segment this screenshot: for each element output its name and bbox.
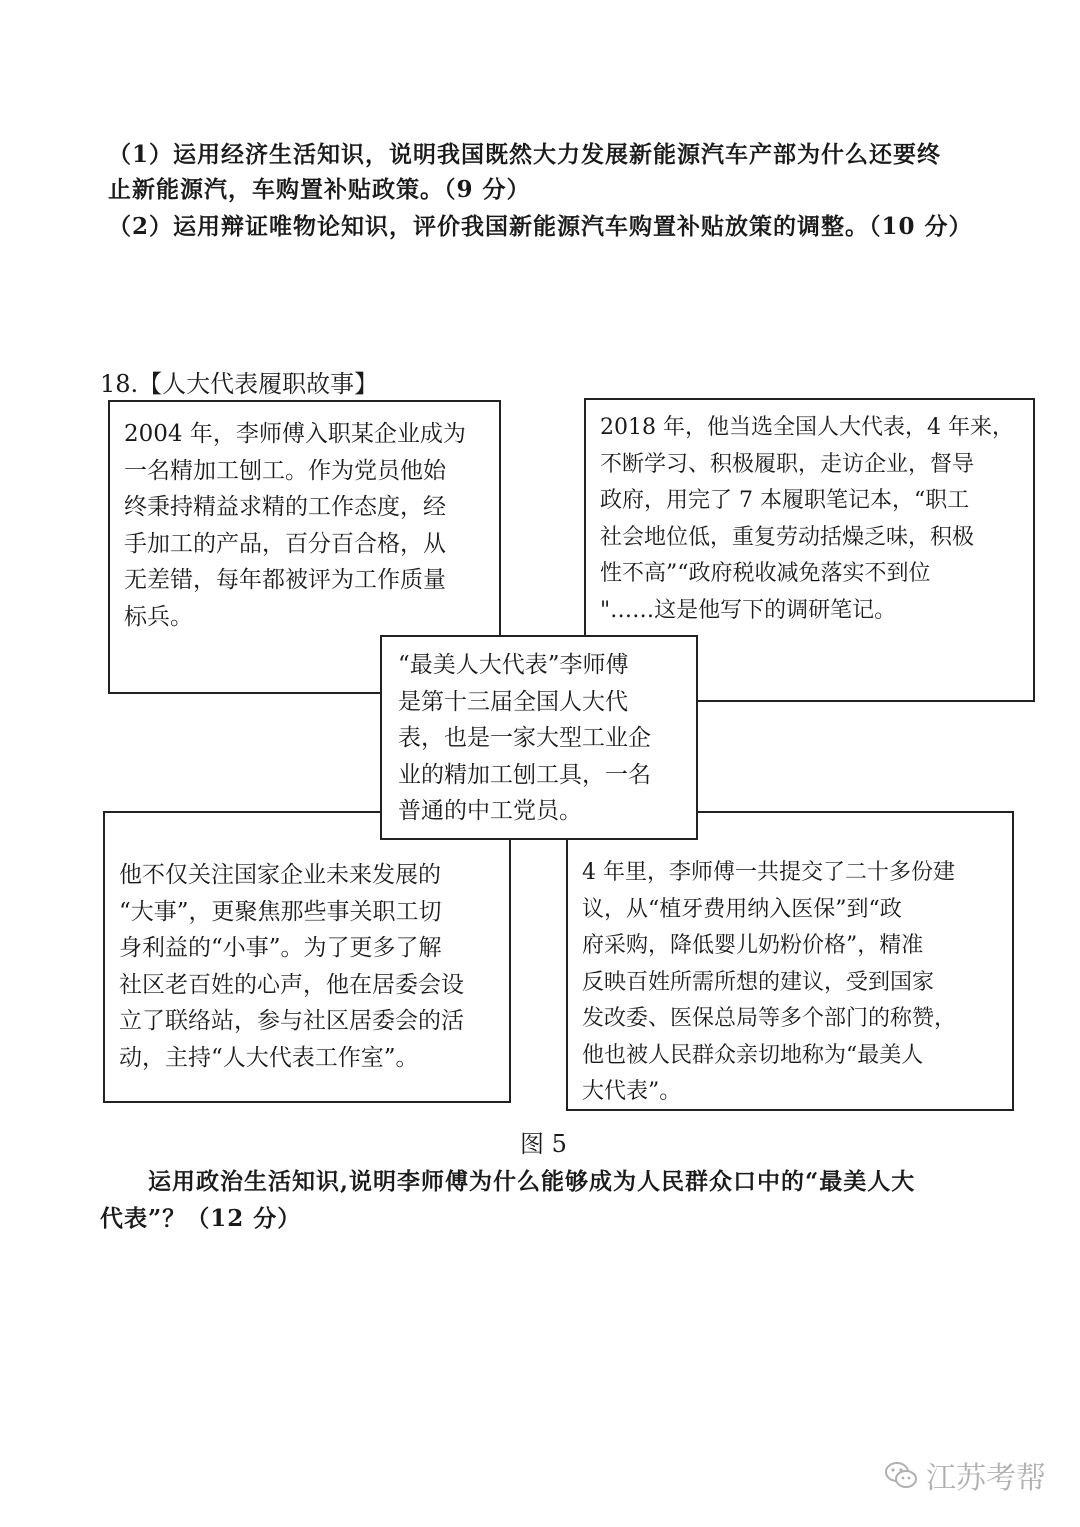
box-line: 社区老百姓的心声，他在居委会设 bbox=[119, 971, 464, 998]
box-line: "……这是他写下的调研笔记。 bbox=[600, 597, 897, 623]
box-line: 大代表”。 bbox=[582, 1079, 682, 1104]
box-line: 2018 年，他当选全国人大代表，4 年来， bbox=[600, 415, 1014, 440]
box-line: 府采购，降低婴儿奶粉价格”，精准 bbox=[582, 933, 924, 958]
story-box-bottom-right bbox=[566, 811, 1014, 1111]
story-box-center bbox=[380, 635, 698, 840]
box-line: 2004 年，李师傅入职某企业成为 bbox=[124, 421, 466, 447]
box-line: 他也被人民群众亲切地称为“最美人 bbox=[582, 1042, 924, 1068]
box-line: “最美人大代表”李师傅 bbox=[398, 652, 629, 678]
box-line: 身利益的“小事”。为了更多了解 bbox=[119, 935, 442, 961]
box-line: 性不高”“政府税收减免落实不到位 bbox=[600, 561, 931, 586]
box-line: 手加工的产品，百分百合格，从 bbox=[124, 530, 446, 557]
story-box-bottom-left bbox=[103, 811, 511, 1103]
box-line: 标兵。 bbox=[124, 603, 193, 630]
box-line: 社会地位低，重复劳动括燥乏味，积极 bbox=[600, 524, 975, 550]
box-line: 他不仅关注国家企业未来发展的 bbox=[119, 862, 441, 888]
wechat-icon bbox=[884, 1460, 918, 1490]
box-line: 不断学习、积极履职，走访企业，督导 bbox=[600, 451, 975, 477]
watermark bbox=[884, 1453, 1046, 1497]
box-line: 业的精加工刨工具，一名 bbox=[398, 761, 651, 788]
q17-2: （2）运用辩证唯物论知识，评价我国新能源汽车购置补贴放策的调整。（10 分） bbox=[108, 213, 973, 240]
box-line: 一名精加工刨工。作为党员他始 bbox=[124, 457, 446, 484]
box-line: 4 年里，李师傅一共提交了二十多份建 bbox=[582, 860, 955, 885]
box-line: 动，主持“人大代表工作室”。 bbox=[119, 1044, 419, 1071]
box-line: 议，从“植牙费用纳入医保”到“政 bbox=[582, 896, 902, 922]
box-line: 无差错，每年都被评为工作质量 bbox=[124, 567, 446, 593]
q18-heading: 18.【人大代表履职故事】 bbox=[100, 370, 379, 398]
box-line: 发改委、医保总局等多个部门的称赞， bbox=[582, 1006, 957, 1031]
box-line: 立了联络站，参与社区居委会的活 bbox=[119, 1008, 464, 1034]
q17-1-line-2: 止新能源汽，车购置补贴政策。（9 分） bbox=[108, 176, 531, 203]
q18-question-line-1: 运用政治生活知识,说明李师傅为什么能够成为人民群众口中的“最美人大 bbox=[148, 1168, 916, 1195]
q18-question-line-2: 代表”？（12 分） bbox=[100, 1205, 302, 1232]
box-line: 政府，用完了 7 本履职笔记本，“职工 bbox=[600, 488, 970, 513]
figure-caption: 图 5 bbox=[520, 1130, 567, 1158]
box-line: “大事”，更聚焦那些事关职工切 bbox=[119, 898, 442, 925]
q17-1-line-1: （1）运用经济生活知识，说明我国既然大力发展新能源汽车产部为什么还要终 bbox=[108, 141, 942, 168]
box-line: 普通的中工党员。 bbox=[398, 798, 582, 824]
watermark-text: 江苏考帮 bbox=[926, 1461, 1046, 1496]
box-line: 终秉持精益求精的工作态度，经 bbox=[124, 494, 446, 520]
box-line: 是第十三届全国人大代 bbox=[398, 688, 628, 715]
box-line: 表，也是一家大型工业企 bbox=[398, 725, 651, 751]
box-line: 反映百姓所需所想的建议，受到国家 bbox=[582, 969, 935, 995]
